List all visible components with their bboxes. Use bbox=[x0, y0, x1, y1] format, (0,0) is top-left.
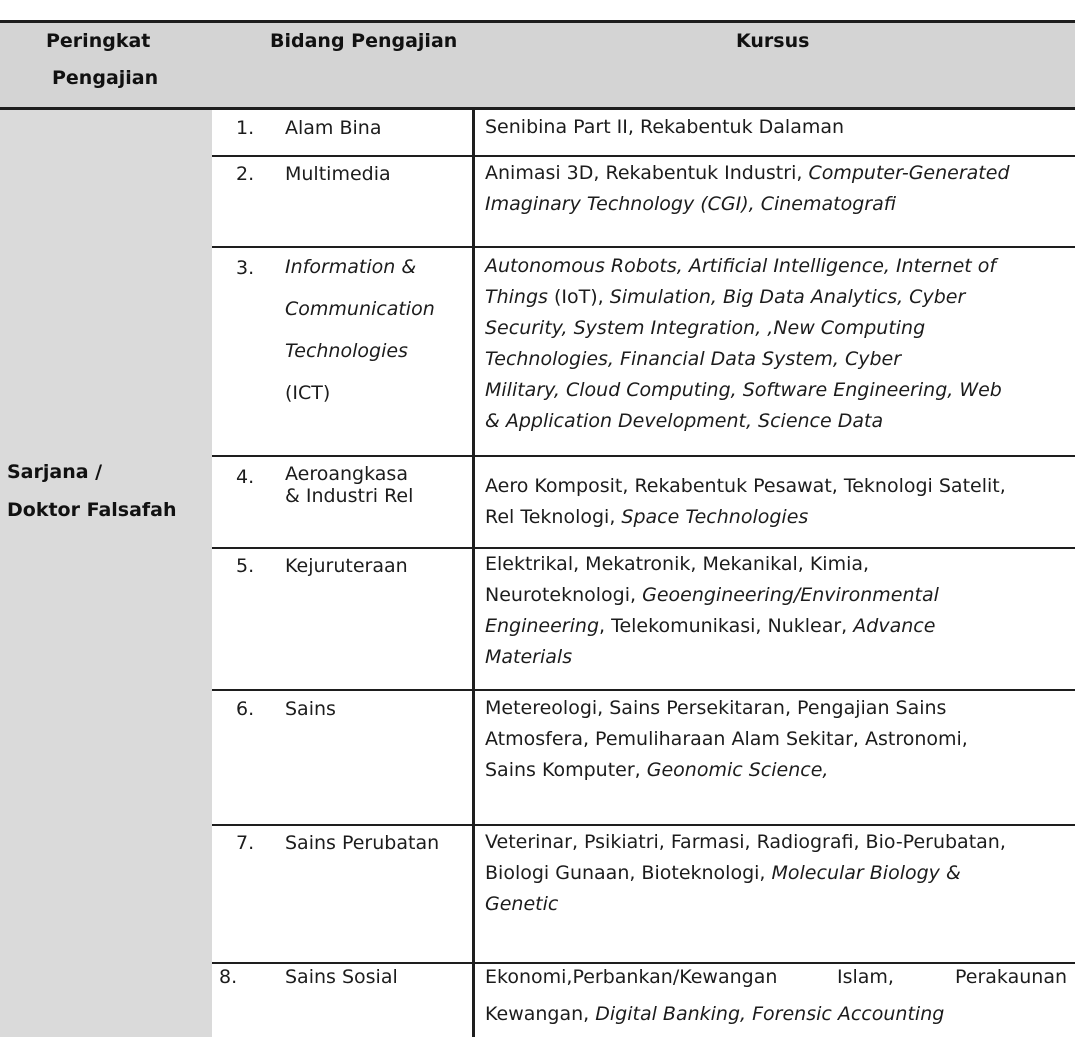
field-name: Sains Perubatan bbox=[285, 832, 440, 854]
course-list: Kewangan, Digital Banking, Forensic Accounting bbox=[485, 1003, 945, 1025]
header-peringkat: Peringkat bbox=[46, 30, 151, 52]
field-name: Aeroangkasa & Industri Rel bbox=[285, 463, 414, 507]
course-list: Autonomous Robots, Artificial Intelligence, Internet of Things (IoT), Simulation, Big Data Analytics, Cyber Security, System Integration, ,New Computing Technologies, Financial Data System, Cyber Military, Cloud Computing, Software Engineering, Web & Application Development, Science Data bbox=[485, 255, 1002, 432]
study-level-cell bbox=[0, 110, 212, 1037]
study-level-line2: Doktor Falsafah bbox=[7, 499, 177, 521]
field-name: Multimedia bbox=[285, 163, 391, 185]
course-list: Senibina Part II, Rekabentuk Dalaman bbox=[485, 116, 845, 138]
column-divider bbox=[472, 110, 475, 1037]
course-list: Veterinar, Psikiatri, Farmasi, Radiografi, Bio-Perubatan, Biologi Gunaan, Bioteknologi, Molecular Biology & Genetic bbox=[485, 831, 1006, 915]
header-kursus: Kursus bbox=[736, 30, 810, 52]
row-number: 8. bbox=[219, 966, 238, 988]
row-number: 5. bbox=[236, 555, 255, 577]
course-list: Elektrikal, Mekatronik, Mekanikal, Kimia, Neuroteknologi, Geoengineering/Environmental Engineering, Telekomunikasi, Nuklear, Advance Materials bbox=[485, 553, 939, 668]
course-list: Aero Komposit, Rekabentuk Pesawat, Teknologi Satelit, Rel Teknologi, Space Technologies bbox=[485, 475, 1006, 528]
row-number: 7. bbox=[236, 832, 255, 854]
table-header bbox=[0, 20, 1075, 110]
course-list-part: Islam, bbox=[837, 966, 894, 988]
row-number: 6. bbox=[236, 698, 255, 720]
header-bidang: Bidang Pengajian bbox=[270, 30, 458, 52]
row-divider bbox=[212, 689, 1075, 691]
field-name: Sains Sosial bbox=[285, 966, 398, 988]
course-list: Animasi 3D, Rekabentuk Industri, Computer-Generated Imaginary Technology (CGI), Cinematografi bbox=[485, 162, 1010, 215]
row-number: 3. bbox=[236, 257, 255, 279]
field-name: Information & Communication Technologies (ICT) bbox=[285, 256, 435, 404]
field-name: Sains bbox=[285, 698, 336, 720]
field-name: Alam Bina bbox=[285, 117, 382, 139]
course-list: Metereologi, Sains Persekitaran, Pengajian Sains Atmosfera, Pemuliharaan Alam Sekitar, Astronomi, Sains Komputer, Geonomic Science, bbox=[485, 697, 968, 781]
row-number: 2. bbox=[236, 163, 255, 185]
study-level-line1: Sarjana / bbox=[7, 461, 103, 483]
row-divider bbox=[212, 455, 1075, 457]
course-list-part: Ekonomi,Perbankan/Kewangan bbox=[485, 966, 778, 988]
course-list-part: Perakaunan bbox=[955, 966, 1068, 988]
field-name: Kejuruteraan bbox=[285, 555, 408, 577]
header-peringkat-line2: Pengajian bbox=[52, 67, 159, 89]
row-number: 4. bbox=[236, 466, 255, 488]
row-number: 1. bbox=[236, 117, 255, 139]
